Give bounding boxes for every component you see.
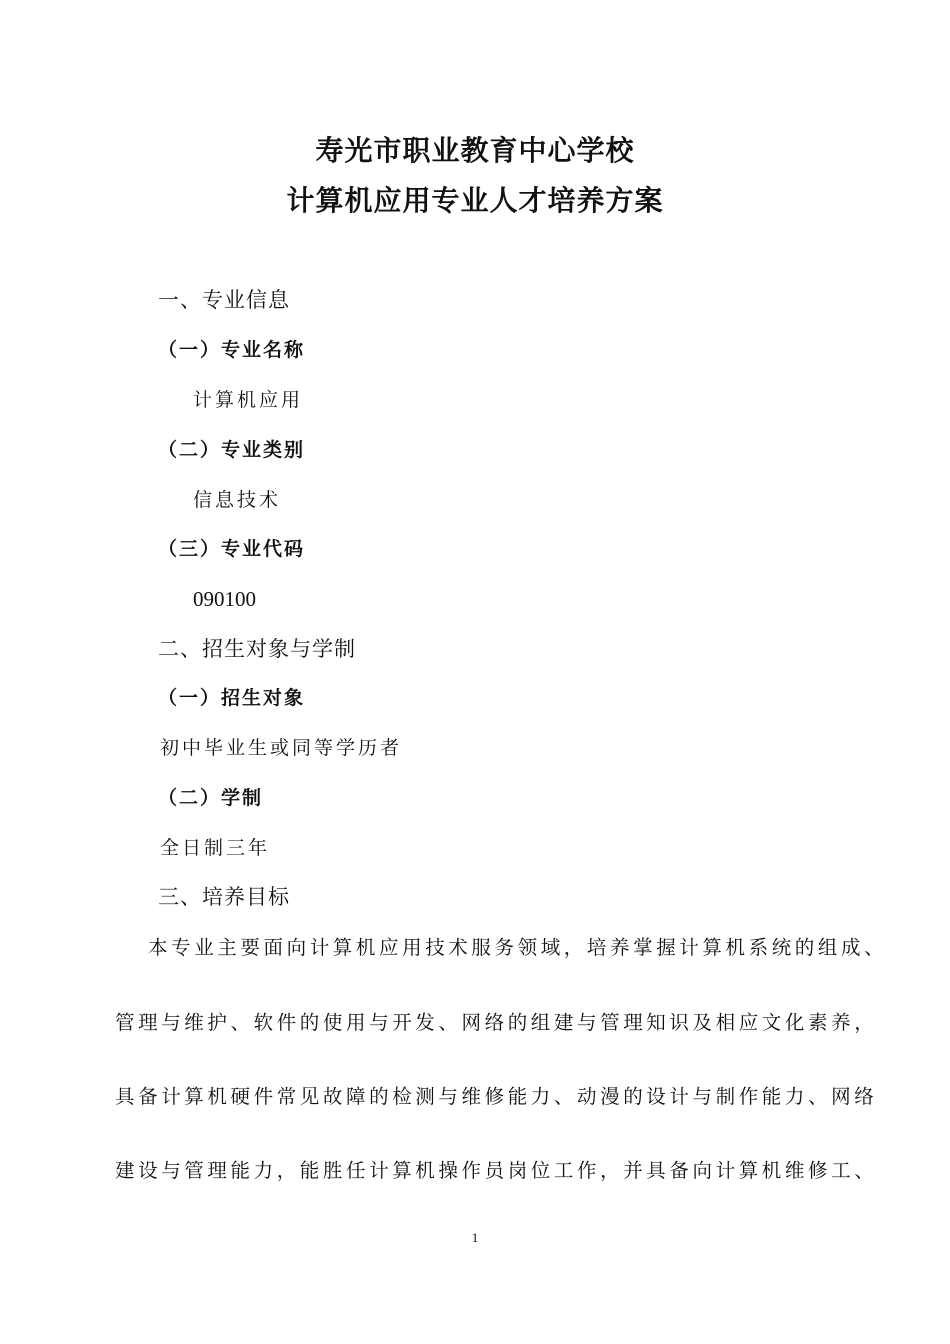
document-title-school: 寿光市职业教育中心学校 [315, 134, 635, 167]
subheading-major-name: （一）专业名称 [158, 339, 306, 361]
page-number: 1 [471, 1230, 479, 1245]
paragraph-line: 建设与管理能力，能胜任计算机操作员岗位工作，并具备向计算机维修工、 [115, 1159, 878, 1182]
paragraph-line: 本专业主要面向计算机应用技术服务领域，培养掌握计算机系统的组成、 [148, 936, 888, 959]
text-major-name: 计算机应用 [193, 389, 304, 411]
subheading-major-category: （二）专业类别 [158, 439, 306, 461]
section-heading-training-goal: 三、培养目标 [158, 885, 290, 909]
subheading-duration: （二）学制 [158, 787, 264, 809]
document-title-program: 计算机应用专业人才培养方案 [286, 184, 664, 217]
text-enrollment-target: 初中毕业生或同等学历者 [160, 737, 403, 759]
section-heading-major-info: 一、专业信息 [158, 288, 290, 312]
subheading-enrollment-target: （一）招生对象 [158, 687, 306, 709]
paragraph-line: 管理与维护、软件的使用与开发、网络的组建与管理知识及相应文化素养， [115, 1011, 878, 1034]
paragraph-line: 具备计算机硬件常见故障的检测与维修能力、动漫的设计与制作能力、网络 [115, 1085, 878, 1108]
section-heading-enrollment: 二、招生对象与学制 [158, 637, 356, 661]
text-major-code: 090100 [193, 587, 256, 611]
text-duration: 全日制三年 [160, 837, 271, 859]
subheading-major-code: （三）专业代码 [158, 538, 306, 560]
text-major-category: 信息技术 [193, 489, 282, 511]
